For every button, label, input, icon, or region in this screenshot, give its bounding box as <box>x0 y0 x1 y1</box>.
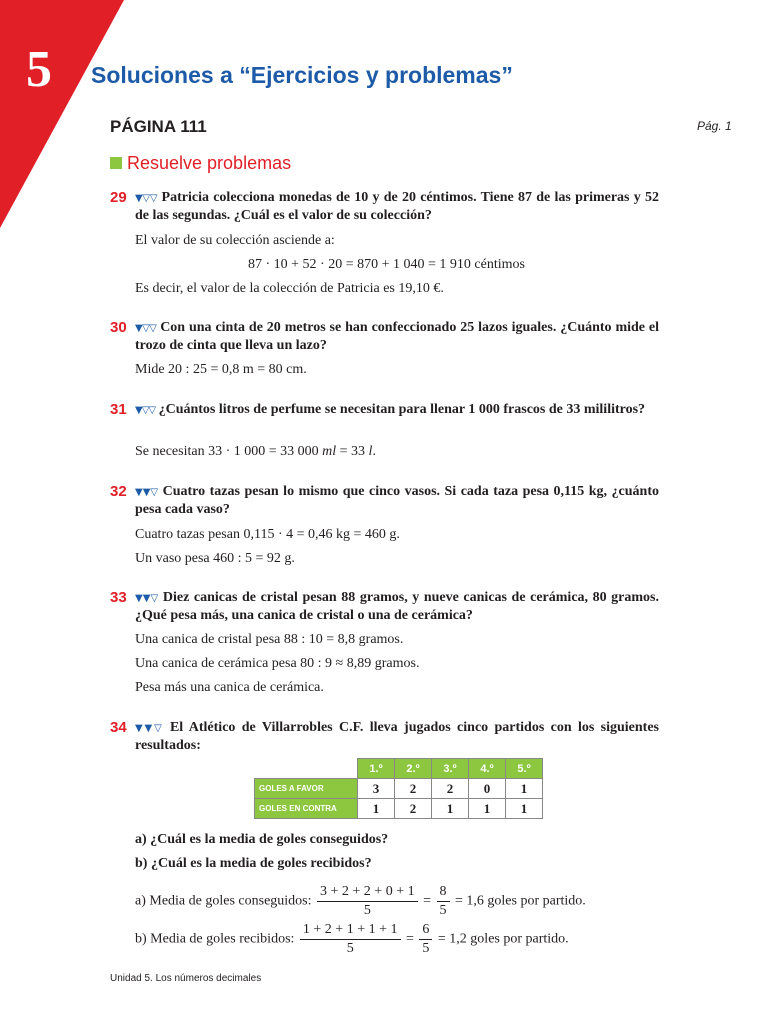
row-label: GOLES EN CONTRA <box>255 799 358 819</box>
fraction-result <box>437 884 450 919</box>
numerator: 6 <box>419 922 432 940</box>
answer-line: Una canica de cristal pesa 88 : 10 = 8,8 gramos. <box>135 632 404 647</box>
answer-equation: 87 · 10 + 52 · 20 = 870 + 1 040 = 1 910 céntimos <box>248 257 525 272</box>
unit-l: l <box>368 444 373 459</box>
table-cell: 1 <box>358 799 395 819</box>
difficulty-icon: ▼▽▽ <box>135 193 158 204</box>
page-title: Soluciones a “Ejercicios y problemas” <box>91 62 513 88</box>
numerator: 3 + 2 + 2 + 0 + 1 <box>317 884 418 902</box>
page-label: Pág. 1 <box>697 119 732 133</box>
difficulty-icon: ▼▽▽ <box>135 323 157 334</box>
equals-sign: = <box>423 893 432 909</box>
table-cell: 2 <box>395 799 432 819</box>
denominator: 5 <box>363 903 371 918</box>
table-header: 2.º <box>395 759 432 779</box>
unit-number: 5 <box>26 41 52 98</box>
problem-number-33: 33 <box>110 589 127 606</box>
subquestion-a: a) ¿Cuál es la media de goles conseguidos? <box>135 832 389 847</box>
answer-line: El valor de su colección asciende a: <box>135 233 335 248</box>
goals-table <box>254 758 543 819</box>
question-text: Patricia colecciona monedas de 10 y de 20 céntimos. Tiene 87 de las primeras y 52 de las segundas. ¿Cuál es el valor de su colección? <box>135 190 659 223</box>
numerator: 1 + 2 + 1 + 1 + 1 <box>300 922 401 940</box>
table-row <box>255 799 543 819</box>
denominator: 5 <box>422 941 430 956</box>
answer-line: Pesa más una canica de cerámica. <box>135 680 324 695</box>
problem-30-question <box>135 319 659 354</box>
solution-a <box>135 884 586 919</box>
fraction-result <box>419 922 432 957</box>
table-corner <box>255 759 358 779</box>
row-label: GOLES A FAVOR <box>255 779 358 799</box>
answer-line: Mide 20 : 25 = 0,8 m = 80 cm. <box>135 362 307 377</box>
problem-number-32: 32 <box>110 483 127 500</box>
table-header: 5.º <box>506 759 543 779</box>
green-square-icon <box>110 157 122 169</box>
answer-line: Un vaso pesa 460 : 5 = 92 g. <box>135 551 295 566</box>
table-cell: 3 <box>358 779 395 799</box>
difficulty-icon: ▼▼▽ <box>135 487 159 498</box>
problem-31-question <box>135 401 659 419</box>
difficulty-icon: ▼▽▽ <box>135 405 156 416</box>
fraction-sum <box>300 922 401 957</box>
table-cell: 1 <box>469 799 506 819</box>
question-text: Cuatro tazas pesan lo mismo que cinco vasos. Si cada taza pesa 0,115 kg, ¿cuánto pesa cada vaso? <box>135 484 659 517</box>
table-row <box>255 779 543 799</box>
solution-b <box>135 922 569 957</box>
problem-number-30: 30 <box>110 319 127 336</box>
answer-text: = 33 <box>336 444 369 459</box>
numerator: 8 <box>437 884 450 902</box>
footer: Unidad 5. Los números decimales <box>110 973 262 984</box>
section-heading <box>110 153 291 174</box>
solution-suffix: = 1,6 goles por partido. <box>455 893 586 909</box>
table-cell: 0 <box>469 779 506 799</box>
answer-line: Cuatro tazas pesan 0,115 · 4 = 0,46 kg = 460 g. <box>135 527 400 542</box>
section-title: Resuelve problemas <box>127 153 292 173</box>
table-header-row <box>255 759 543 779</box>
problem-number-29: 29 <box>110 189 127 206</box>
problem-number-34: 34 <box>110 719 127 736</box>
table-header: 4.º <box>469 759 506 779</box>
page-heading: PÁGINA 111 <box>110 117 207 136</box>
table-cell: 1 <box>506 799 543 819</box>
table-cell: 2 <box>432 779 469 799</box>
denominator: 5 <box>439 903 447 918</box>
fraction-sum <box>317 884 418 919</box>
difficulty-icon: ▼▼▽ <box>135 723 164 734</box>
table-header: 1.º <box>358 759 395 779</box>
table-cell: 1 <box>506 779 543 799</box>
solution-suffix: = 1,2 goles por partido. <box>437 931 569 947</box>
answer-line: Una canica de cerámica pesa 80 : 9 ≈ 8,89 gramos. <box>135 656 420 671</box>
problem-number-31: 31 <box>110 401 127 418</box>
question-text: ¿Cuántos litros de perfume se necesitan para llenar 1 000 frascos de 33 mililitros? <box>158 402 646 417</box>
problem-34-question <box>135 719 659 754</box>
answer-line: Es decir, el valor de la colección de Patricia es 19,10 €. <box>135 281 444 296</box>
answer-line <box>135 444 376 460</box>
table-cell: 1 <box>432 799 469 819</box>
problem-32-question <box>135 483 659 518</box>
unit-ml: ml <box>322 444 337 459</box>
question-text: Diez canicas de cristal pesan 88 gramos, y nueve canicas de cerámica, 80 gramos. ¿Qué pesa más, una canica de cristal o una de cerámica? <box>135 590 660 623</box>
problem-29-question <box>135 189 659 224</box>
problem-33-question <box>135 589 659 624</box>
table-cell: 2 <box>395 779 432 799</box>
equals-sign: = <box>406 931 414 947</box>
table-header: 3.º <box>432 759 469 779</box>
subquestion-b: b) ¿Cuál es la media de goles recibidos? <box>135 856 372 871</box>
solution-prefix: a) Media de goles conseguidos: <box>135 893 312 909</box>
question-text: El Atlético de Villarrobles C.F. lleva jugados cinco partidos con los siguientes resultados: <box>135 720 660 753</box>
answer-text: . <box>372 444 376 459</box>
answer-text: Se necesitan 33 · 1 000 = 33 000 <box>135 444 323 459</box>
denominator: 5 <box>346 941 354 956</box>
question-text: Con una cinta de 20 metros se han confeccionado 25 lazos iguales. ¿Cuánto mide el trozo de cinta que lleva un lazo? <box>135 320 660 353</box>
solution-prefix: b) Media de goles recibidos: <box>135 931 295 947</box>
difficulty-icon: ▼▼▽ <box>135 593 159 604</box>
